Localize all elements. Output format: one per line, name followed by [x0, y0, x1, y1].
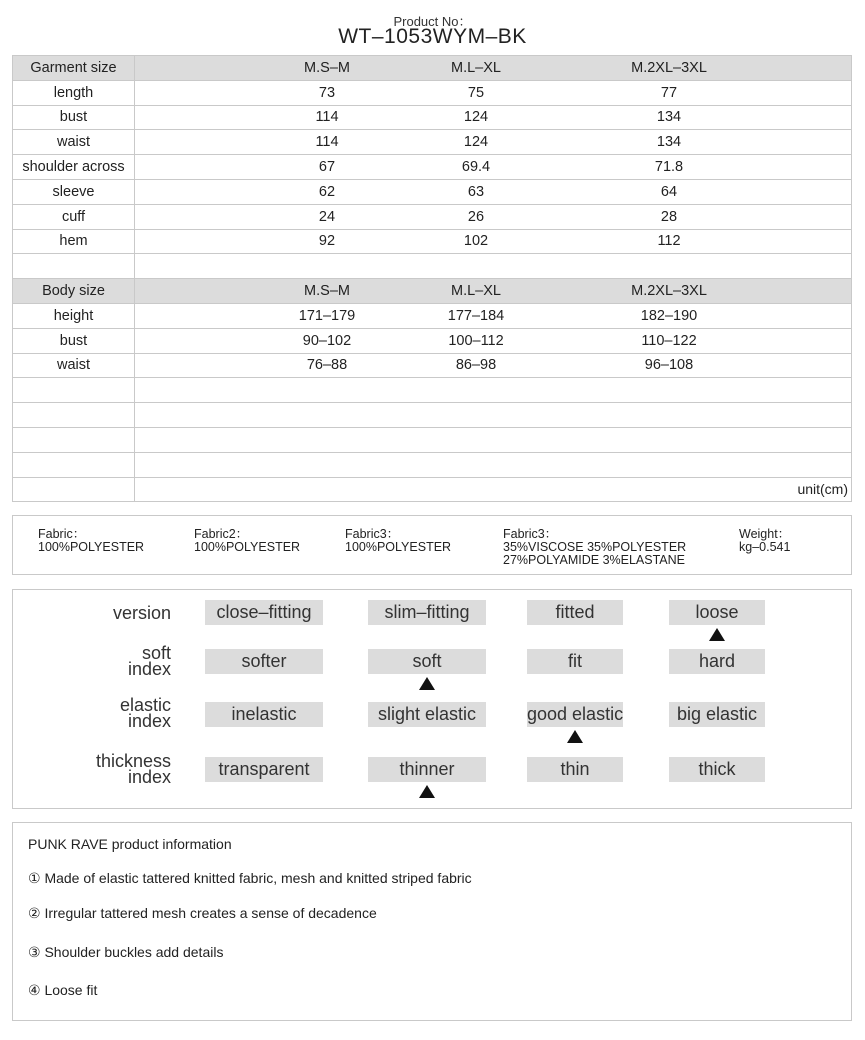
size-value: 71.8 — [654, 159, 684, 176]
size-value: M.2XL‒3XL — [631, 283, 707, 300]
size-value: 124 — [463, 109, 489, 126]
row-label: hem — [13, 229, 135, 254]
size-value: 134 — [656, 134, 682, 151]
size-value: 182‒190 — [640, 307, 698, 324]
garment-size-row — [13, 179, 852, 204]
size-value: 100‒112 — [448, 332, 504, 349]
index-option: fitted — [527, 600, 623, 625]
garment-size-row — [13, 105, 852, 130]
row-label — [13, 254, 135, 279]
fabric-composition: 100%POLYESTER — [194, 540, 301, 554]
index-label-line: version — [112, 603, 171, 623]
index-option: thinner — [368, 757, 486, 782]
row-values — [135, 105, 852, 130]
index-label-line: index — [127, 659, 171, 679]
size-value: M.S‒M — [304, 283, 350, 300]
index-label — [11, 605, 171, 621]
fabric-composition: 100%POLYESTER — [345, 540, 452, 554]
row-label: shoulder across — [13, 155, 135, 180]
size-value: M.L‒XL — [451, 59, 501, 76]
index-option: slight elastic — [368, 702, 486, 727]
product-info-item: ③ Shoulder buckles add details — [28, 944, 224, 960]
row-label: Garment size — [13, 56, 135, 81]
product-info-item: ④ Loose fit — [28, 982, 98, 998]
size-value: 76‒88 — [306, 357, 348, 374]
index-option: close‒fitting — [205, 600, 323, 625]
index-option: thin — [527, 757, 623, 782]
index-option: softer — [205, 649, 323, 674]
spacer-row — [13, 254, 852, 279]
row-label: bust — [13, 328, 135, 353]
index-option: hard — [669, 649, 765, 674]
size-value: 86‒98 — [455, 357, 497, 374]
empty-row — [13, 403, 852, 428]
size-value: M.2XL‒3XL — [631, 59, 707, 76]
row-label — [13, 403, 135, 428]
fabric-entry — [345, 528, 451, 554]
garment-size-row — [13, 229, 852, 254]
index-label — [11, 697, 171, 729]
size-value: 90‒102 — [302, 332, 352, 349]
size-value: M.S‒M — [304, 59, 350, 76]
row-values — [135, 80, 852, 105]
product-info-item: ① Made of elastic tattered knitted fabric, mesh and knitted striped fabric — [28, 870, 472, 886]
size-value: 64 — [660, 183, 678, 200]
unit-label: unit(cm) — [797, 481, 848, 498]
fabric-composition: 35%VISCOSE 35%POLYESTER — [503, 540, 687, 554]
index-label-line: index — [127, 711, 171, 731]
row-label: height — [13, 303, 135, 328]
fit-index-box — [12, 589, 852, 809]
index-label-line: elastic — [119, 695, 171, 715]
fabric-composition: kg‒0.541 — [739, 540, 791, 554]
size-value: 73 — [318, 84, 336, 101]
fabric-entry — [194, 528, 300, 554]
row-values — [135, 204, 852, 229]
row-values — [135, 56, 852, 81]
row-label: sleeve — [13, 179, 135, 204]
unit-row — [13, 477, 852, 502]
product-number: WT‒1053WYM‒BK — [338, 25, 527, 48]
row-values — [135, 155, 852, 180]
row-values — [135, 303, 852, 328]
row-values — [135, 353, 852, 378]
index-option: inelastic — [205, 702, 323, 727]
index-option: big elastic — [669, 702, 765, 727]
row-label: Body size — [13, 279, 135, 304]
row-values — [135, 179, 852, 204]
index-label — [11, 645, 171, 677]
body-size-header — [13, 279, 852, 304]
index-label-line: index — [127, 767, 171, 787]
selected-marker-triangle-icon — [419, 677, 435, 690]
empty-row — [13, 452, 852, 477]
garment-size-row — [13, 155, 852, 180]
fabric-label: Fabric3： — [345, 527, 400, 541]
size-value: M.L‒XL — [451, 283, 501, 300]
size-value: 28 — [660, 208, 678, 225]
product-info-title: PUNK RAVE product information — [28, 836, 232, 852]
index-option: fit — [527, 649, 623, 674]
index-option: slim‒fitting — [368, 600, 486, 625]
size-value: 24 — [318, 208, 336, 225]
index-option: soft — [368, 649, 486, 674]
empty-row — [13, 427, 852, 452]
size-value: 112 — [657, 233, 681, 250]
index-label-line: thickness — [95, 751, 171, 771]
garment-size-row — [13, 204, 852, 229]
fabric-entry — [503, 528, 686, 567]
fabric-composition: 100%POLYESTER — [38, 540, 145, 554]
fabric-entry — [739, 528, 790, 554]
size-value: 96‒108 — [644, 357, 694, 374]
index-option: good elastic — [527, 702, 623, 727]
row-values — [135, 254, 852, 279]
size-value: 134 — [656, 109, 682, 126]
garment-size-header — [13, 56, 852, 81]
size-value: 67 — [318, 159, 336, 176]
size-value: 114 — [315, 109, 339, 126]
size-value: 110‒122 — [641, 332, 697, 349]
size-value: 62 — [318, 183, 336, 200]
selected-marker-triangle-icon — [419, 785, 435, 798]
body-size-row — [13, 328, 852, 353]
row-label — [13, 427, 135, 452]
row-values — [135, 452, 852, 477]
fabric-label: Fabric： — [38, 527, 86, 541]
size-value: 75 — [467, 84, 485, 101]
size-value: 171‒179 — [298, 307, 356, 324]
fabric-label: Weight： — [739, 527, 791, 541]
product-information-box — [12, 822, 852, 1021]
row-label: waist — [13, 353, 135, 378]
row-label: bust — [13, 105, 135, 130]
fabric-info-box — [12, 515, 852, 575]
size-table — [12, 55, 852, 502]
row-label: waist — [13, 130, 135, 155]
row-values — [135, 403, 852, 428]
garment-size-row — [13, 80, 852, 105]
selected-marker-triangle-icon — [567, 730, 583, 743]
row-label: length — [13, 80, 135, 105]
row-label — [13, 378, 135, 403]
row-values — [135, 130, 852, 155]
size-value: 124 — [463, 134, 489, 151]
size-value: 77 — [660, 84, 678, 101]
index-option: transparent — [205, 757, 323, 782]
size-value: 92 — [318, 233, 336, 250]
empty-row — [13, 378, 852, 403]
size-value: 63 — [467, 183, 485, 200]
selected-marker-triangle-icon — [709, 628, 725, 641]
row-label — [13, 477, 135, 502]
index-option: loose — [669, 600, 765, 625]
row-label — [13, 452, 135, 477]
row-label: cuff — [13, 204, 135, 229]
garment-size-row — [13, 130, 852, 155]
body-size-row — [13, 303, 852, 328]
body-size-row — [13, 353, 852, 378]
row-values — [135, 477, 852, 502]
row-values — [135, 279, 852, 304]
row-values — [135, 328, 852, 353]
size-value: 102 — [463, 233, 489, 250]
size-value: 69.4 — [461, 159, 491, 176]
size-value: 177‒184 — [447, 307, 505, 324]
index-option: thick — [669, 757, 765, 782]
index-label-line: soft — [141, 643, 171, 663]
product-number-label: Product No： — [393, 14, 472, 29]
fabric-label: Fabric3： — [503, 527, 558, 541]
fabric-entry — [38, 528, 144, 554]
product-info-item: ② Irregular tattered mesh creates a sense of decadence — [28, 905, 377, 921]
row-values — [135, 427, 852, 452]
size-value: 26 — [467, 208, 485, 225]
size-value: 114 — [315, 134, 339, 151]
row-values — [135, 229, 852, 254]
index-label — [11, 753, 171, 785]
fabric-label: Fabric2： — [194, 527, 249, 541]
row-values — [135, 378, 852, 403]
fabric-composition: 27%POLYAMIDE 3%ELASTANE — [503, 553, 686, 567]
